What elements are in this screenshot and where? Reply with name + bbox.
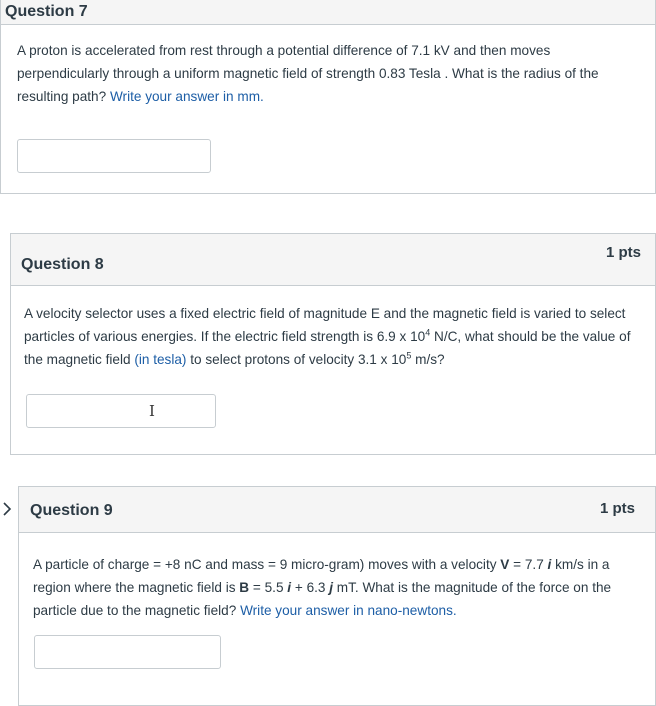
question-7-instruction: Write your answer in mm. xyxy=(109,89,264,104)
question-9-answer-input[interactable] xyxy=(34,635,221,669)
question-9-velocity-symbol: V xyxy=(500,557,510,572)
question-8-title: Question 8 xyxy=(21,256,104,273)
question-9-field-symbol: B xyxy=(239,580,250,595)
question-7-card xyxy=(0,0,656,194)
question-9-points: 1 pts xyxy=(599,500,635,517)
question-9-body-e: + 6.3 xyxy=(291,580,330,595)
question-8-exponent-b: 5 xyxy=(406,350,412,361)
question-9-unit-i: i xyxy=(547,557,552,572)
question-8-answer-input[interactable] xyxy=(26,394,216,428)
question-9-body-d: = 5.5 xyxy=(249,580,288,595)
question-9-body-b: = 7.7 xyxy=(509,557,548,572)
question-8-card xyxy=(10,233,656,455)
chevron-right-icon[interactable] xyxy=(2,501,12,517)
question-8-body-d: m/s? xyxy=(411,352,445,367)
question-8-body-c: to select protons of velocity 3.1 x 10 xyxy=(186,352,407,367)
question-9-body-c: km/s in a region where the magnetic field is xyxy=(33,557,610,595)
question-9-instruction: Write your answer in nano-newtons. xyxy=(240,603,457,618)
question-7-text xyxy=(17,39,637,108)
question-9-card xyxy=(18,486,656,706)
question-9-unit-i-2: i xyxy=(287,580,292,595)
question-9-title: Question 9 xyxy=(30,502,113,519)
question-8-text xyxy=(24,302,646,371)
question-8-exponent-a: 4 xyxy=(425,327,431,338)
question-8-body-a: A velocity selector uses a fixed electric field of magnitude E and the magnetic field is varied to select particles of various energies. If the electric field strength is 6.9 x 10 xyxy=(24,306,626,344)
question-8-header xyxy=(11,234,655,286)
question-7-header xyxy=(1,0,655,25)
question-8-points: 1 pts xyxy=(605,244,641,261)
question-7-answer-input[interactable] xyxy=(17,139,211,173)
question-8-unit-hint: (in tesla) xyxy=(134,352,187,367)
question-9-header xyxy=(19,487,655,533)
question-9-unit-j: j xyxy=(329,580,334,595)
question-9-body-f: mT. What is the magnitude of the force on the particle due to the magnetic field? xyxy=(33,580,612,618)
question-9-text xyxy=(33,553,633,622)
question-7-body: A proton is accelerated from rest through a potential difference of 7.1 kV and then moves perpendicularly through a uniform magnetic field of strength 0.83 Tesla . What is the radius of the resulting path? xyxy=(17,43,599,104)
question-7-title: Question 7 xyxy=(5,3,88,20)
text-cursor-icon: I xyxy=(149,402,155,420)
question-9-body-a: A particle of charge = +8 nC and mass = 9 micro-gram) moves with a velocity xyxy=(33,557,501,572)
question-8-body-b: N/C, what should be the value of the magnetic field xyxy=(24,329,631,367)
